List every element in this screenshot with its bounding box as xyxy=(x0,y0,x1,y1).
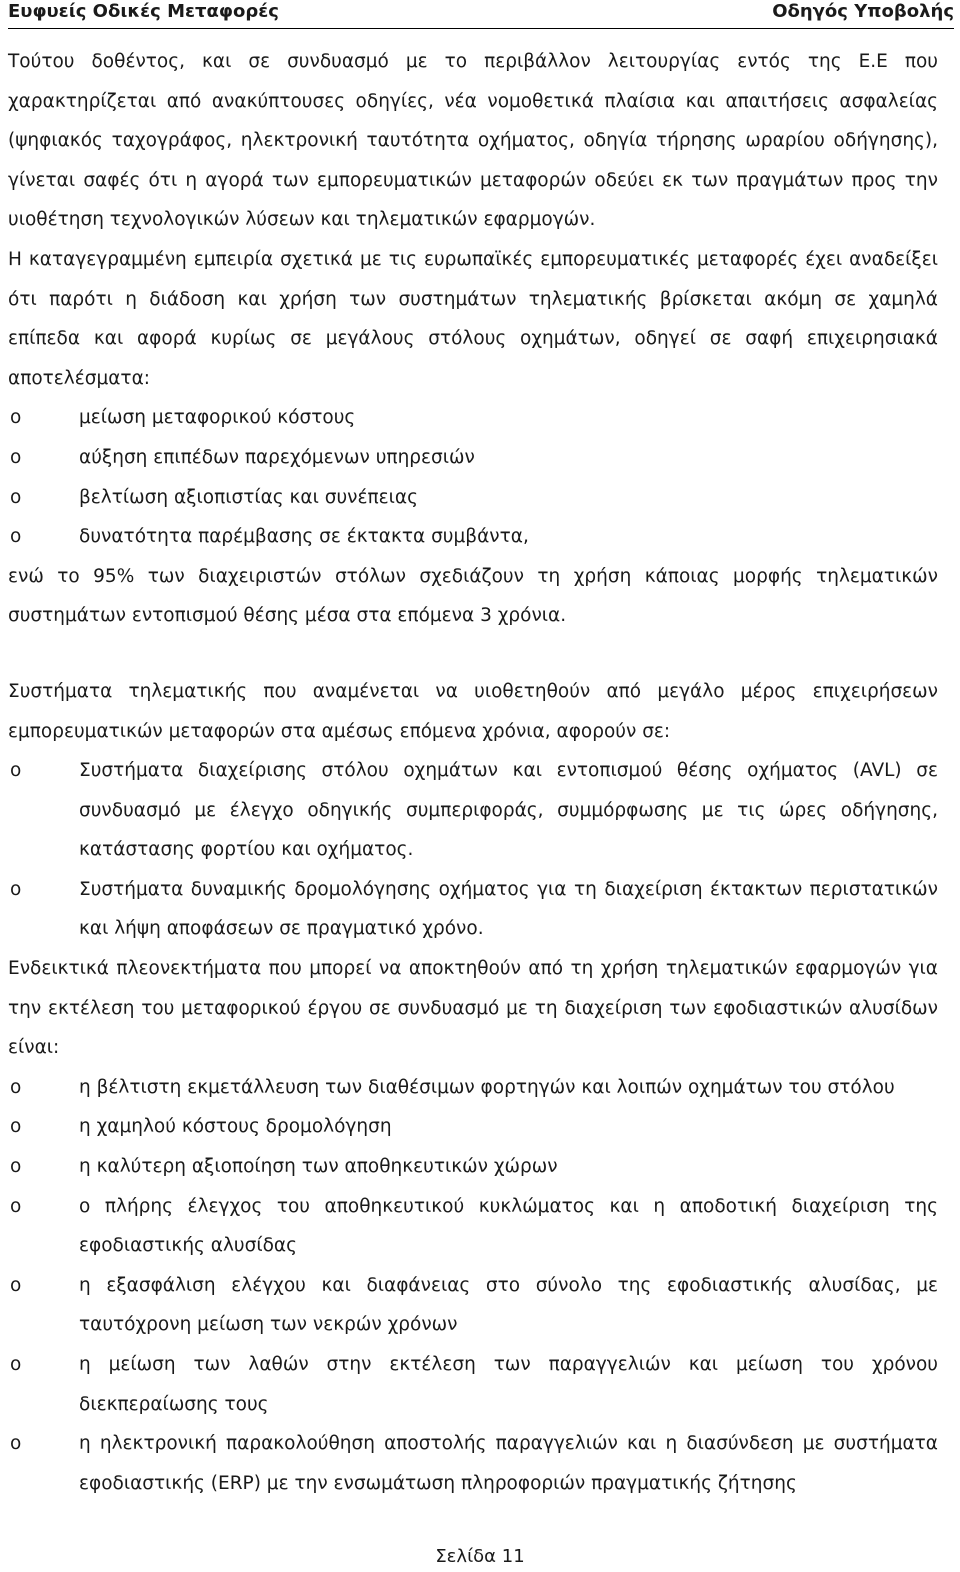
list-item-text: βελτίωση αξιοπιστίας και συνέπειας xyxy=(79,486,418,508)
list-item-text: Συστήματα δυναμικής δρομολόγησης οχήματος για τη διαχείριση έκτακτων περιστατικών και λήψη αποφάσεων σε πραγματικό χρόνο. xyxy=(79,878,938,940)
bullet-circle-icon: o xyxy=(10,1156,22,1178)
list-item-text: μείωση μεταφορικού κόστους xyxy=(79,407,356,429)
benefits-list xyxy=(8,398,938,556)
bullet-circle-icon: o xyxy=(10,1116,22,1138)
list-item-text: δυνατότητα παρέμβασης σε έκτακτα συμβάντα, xyxy=(79,526,529,548)
list-item xyxy=(8,517,938,557)
paragraph-spacer xyxy=(8,636,938,672)
bullet-circle-icon: o xyxy=(10,1354,22,1375)
list-item xyxy=(8,438,938,478)
list-item-text: αύξηση επιπέδων παρεχόμενων υπηρεσιών xyxy=(79,446,475,468)
bullet-circle-icon: o xyxy=(10,526,22,548)
paragraph-advantages: Ενδεικτικά πλεονεκτήματα που μπορεί να αποκτηθούν από τη χρήση τηλεματικών εφαρμογών για την εκτέλεση του μεταφορικού έργου σε συνδυασμό με τη διαχείριση των εφοδιαστικών αλυσίδων είναι: xyxy=(8,958,938,1059)
list-item-text: Συστήματα διαχείρισης στόλου οχημάτων και εντοπισμού θέσης οχήματος (AVL) σε συνδυασμό με έλεγχο οδηγικής συμπεριφοράς, συμμόρφωσης με τις ώρες οδήγησης, κατάστασης φορτίου και οχήματος. xyxy=(79,760,938,861)
systems-list xyxy=(8,751,938,949)
list-item-text: η καλύτερη αξιοποίηση των αποθηκευτικών χώρων xyxy=(79,1156,558,1178)
bullet-circle-icon: o xyxy=(10,407,22,429)
bullet-circle-icon: o xyxy=(10,1076,22,1098)
list-item-text: η μείωση των λαθών στην εκτέλεση των παραγγελιών και μείωση του χρόνου διεκπεραίωσης τους xyxy=(79,1354,938,1415)
header-document-title: Ευφυείς Οδικές Μεταφορές xyxy=(8,1,279,22)
list-item xyxy=(8,1266,938,1345)
list-item xyxy=(8,1147,938,1187)
list-item xyxy=(8,1107,938,1147)
page-number: Σελίδα 11 xyxy=(435,1546,525,1567)
bullet-circle-icon: o xyxy=(10,1195,22,1217)
list-item xyxy=(8,398,938,438)
list-item-text: η ηλεκτρονική παρακολούθηση αποστολής παραγγελιών και η διασύνδεση με συστήματα εφοδιαστικής (ERP) με την ενσωμάτωση πληροφοριών πραγματικής ζήτησης xyxy=(79,1433,938,1494)
list-item xyxy=(8,1345,938,1424)
bullet-circle-icon: o xyxy=(10,1433,22,1455)
list-item-text: η βέλτιστη εκμετάλλευση των διαθέσιμων φορτηγών και λοιπών οχημάτων του στόλου xyxy=(79,1076,895,1098)
bullet-circle-icon: o xyxy=(10,760,22,782)
list-item xyxy=(8,1187,938,1266)
list-item xyxy=(8,751,938,870)
advantages-list xyxy=(8,1068,938,1504)
bullet-circle-icon: o xyxy=(10,486,22,508)
list-item xyxy=(8,1068,938,1108)
page-content xyxy=(8,42,938,1503)
list-item xyxy=(8,1424,938,1503)
page-footer xyxy=(0,1543,960,1571)
paragraph-context: Τούτου δοθέντος, και σε συνδυασμό με το περιβάλλον λειτουργίας εντός της Ε.Ε που χαρακτηρίζεται από ανακύπτουσες οδηγίες, νέα νομοθετικά πλαίσια και απαιτήσεις ασφαλείας (ψηφιακός ταχογράφος, ηλεκτρονική ταυτότητα οχήματος, οδηγία τήρησης ωραρίου οδήγησης), γίνεται σαφές ότι η αγορά των εμπορευματικών μεταφορών οδεύει εκ των πραγμάτων προς την υιοθέτηση τεχνολογικών λύσεων και τηλεματικών εφαρμογών. xyxy=(8,51,938,231)
bullet-circle-icon: o xyxy=(10,878,22,900)
list-item-text: ο πλήρης έλεγχος του αποθηκευτικού κυκλώματος και η αποδοτική διαχείριση της εφοδιαστικής αλυσίδας xyxy=(79,1195,938,1257)
page-header xyxy=(8,0,954,29)
paragraph-experience: Η καταγεγραμμένη εμπειρία σχετικά με τις ευρωπαϊκές εμπορευματικές μεταφορές έχει αναδείξει ότι παρότι η διάδοση και χρήση των συστημάτων τηλεματικής βρίσκεται ακόμη σε χαμηλά επίπεδα και αφορά κυρίως σε μεγάλους στόλους οχημάτων, οδηγεί σε σαφή επιχειρησιακά αποτελέσματα: xyxy=(8,248,938,389)
bullet-circle-icon: o xyxy=(10,446,22,468)
header-section-title: Οδηγός Υποβολής xyxy=(772,1,954,22)
paragraph-fleet-managers: ενώ το 95% των διαχειριστών στόλων σχεδιάζουν τη χρήση κάποιας μορφής τηλεματικών συστημάτων εντοπισμού θέσης μέσα στα επόμενα 3 χρόνια. xyxy=(8,565,938,627)
list-item xyxy=(8,870,938,949)
list-item-text: η χαμηλού κόστους δρομολόγηση xyxy=(79,1116,392,1138)
bullet-circle-icon: o xyxy=(10,1274,22,1296)
list-item xyxy=(8,478,938,518)
list-item-text: η εξασφάλιση ελέγχου και διαφάνειας στο σύνολο της εφοδιαστικής αλυσίδας, με ταυτόχρονη μείωση των νεκρών χρόνων xyxy=(79,1274,938,1336)
paragraph-telematics-systems: Συστήματα τηλεματικής που αναμένεται να υιοθετηθούν από μεγάλο μέρος επιχειρήσεων εμπορευματικών μεταφορών στα αμέσως επόμενα χρόνια, αφορούν σε: xyxy=(8,680,938,742)
